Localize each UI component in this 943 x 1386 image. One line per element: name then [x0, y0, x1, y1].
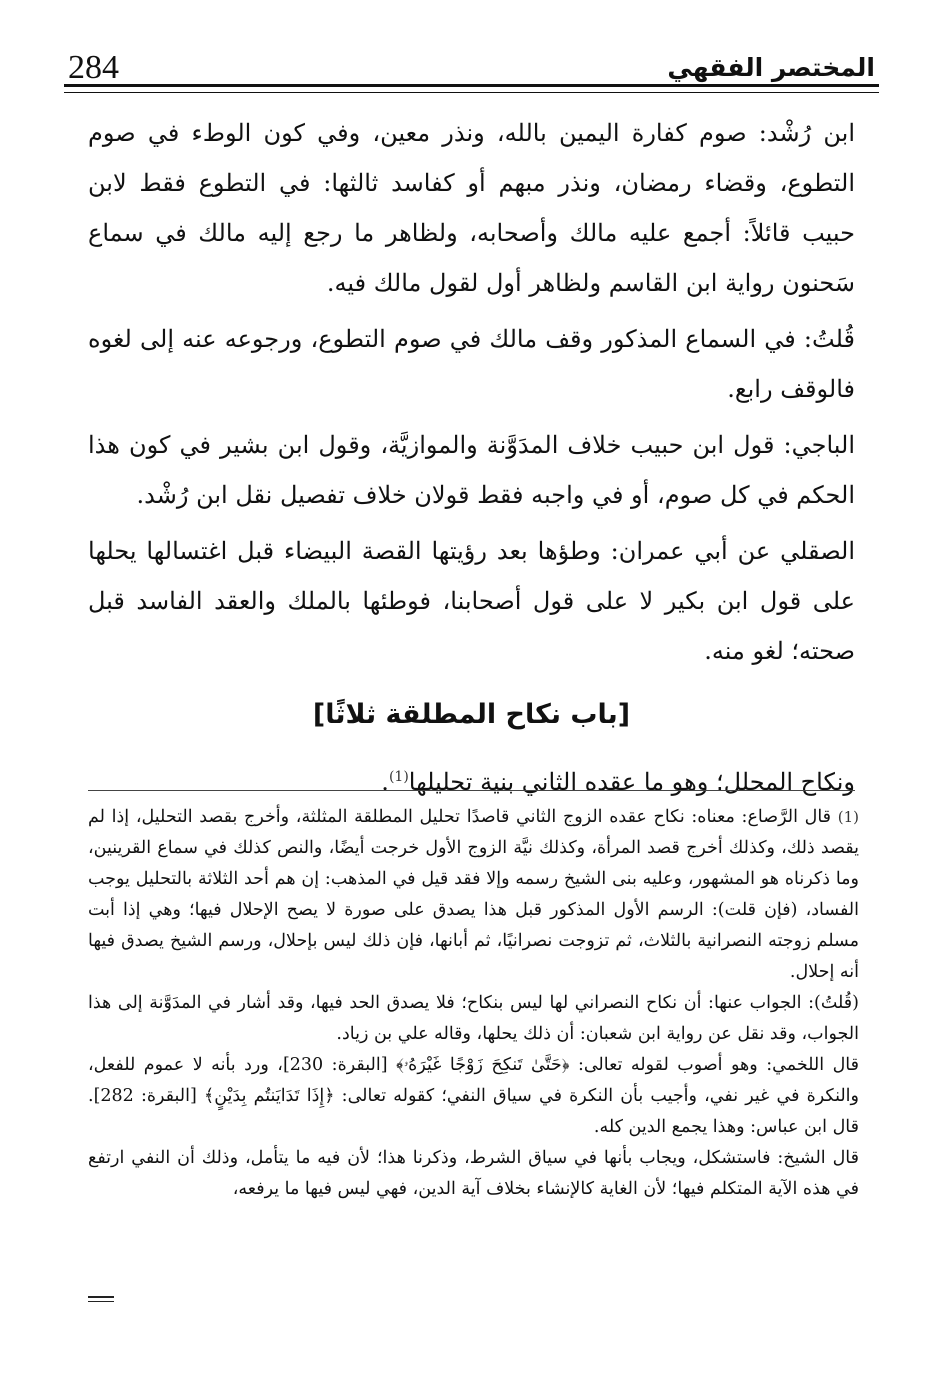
footnotes	[88, 802, 859, 1205]
footnote-text: قال الرَّصاع: معناه: نكاح عقده الزوج الثاني قاصدًا تحليل المطلقة المثلثة، وأخرج بقصد التحليل، إذا لم يقصد ذلك، وكذلك أخرج قصد المرأة، وكذلك نيَّة الزوج الأول خرجت أيضًا، والنص كذلك في سماع القرينين، وما ذكرناه هو المشهور، وعليه بنى الشيخ رسمه وإلا فقد قيل في المذهب: إن هم أحد الثلاثة بالتحليل يوجب الفساد، (فإن قلت): الرسم الأول المذكور قبل هذا يصدق على صورة لا يصح الإحلال فيها؛ وهي إذا أبت مسلم زوجته النصرانية بالثلاث، ثم تزوجت نصرانيًا، ثم أبانها، فإن ذلك ليس بإحلال، ورسم الشيخ يصدق فيها أنه إحلال.	[88, 807, 859, 982]
footnote-paragraph: قال اللخمي: وهو أصوب لقوله تعالى: ﴿حَتَّىٰ تَنكِحَ زَوْجًا غَيْرَهُۥ﴾ [البقرة: 230]، ورد بأنه لا عموم للفعل، والنكرة في غير نفي، وأجيب بأن النكرة في سياق النفي؛ كقوله تعالى: ﴿إِذَا تَدَايَنتُم بِدَيْنٍ﴾ [البقرة: 282]. قال ابن عباس: وهذا يجمع الدين كله.	[88, 1055, 859, 1137]
definition-paragraph: ونكاح المحلل؛ وهو ما عقده الثاني بنية تحليلها$^{(1)}$.	[381, 768, 855, 796]
page-header	[68, 28, 875, 88]
footnote-ref[interactable]: (1)	[388, 769, 409, 785]
paragraph: قُلتُ: في السماع المذكور وقف مالك في صوم التطوع، ورجوعه عنه إلى لغوه فالوقف رابع.	[88, 325, 855, 403]
page-number: 284	[68, 49, 119, 86]
main-text	[88, 108, 855, 813]
footnote-paragraph: (قُلتُ): الجواب عنها: أن نكاح النصراني لها ليس بنكاح؛ فلا يصدق الحد فيها، وقد أشار في المدَوَّنة إلى هذا الجواب، وقد نقل عن رواية ابن شعبان: أن ذلك يحلها، وقاله علي بن زياد.	[88, 993, 859, 1044]
footnote-paragraph: قال الشيخ: فاستشكل، ويجاب بأنها في سياق الشرط، وذكرنا هذا؛ لأن فيه ما يتأمل، وذلك أن النفي ارتفع في هذه الآية المتكلم فيها؛ لأن الغاية كالإنشاء بخلاف آية الدين، فهي ليس فيها ما يرفعه،	[88, 1148, 859, 1199]
section-title: [باب نكاح المطلقة ثلاثًا]	[312, 699, 631, 730]
book-title: المختصر الفقهي	[667, 53, 875, 82]
definition-text: ونكاح المحلل؛ وهو ما عقده الثاني بنية تحليلها	[408, 768, 855, 796]
paragraph: ابن رُشْد: صوم كفارة اليمين بالله، ونذر معين، وفي كون الوطء في صوم التطوع، وقضاء رمضان، ونذر مبهم أو كفاسد ثالثها: في التطوع فقط لابن حبيب قائلاً: أجمع عليه مالك وأصحابه، ولظاهر ما رجع إليه مالك في سماع سَحنون رواية ابن القاسم ولظاهر أول لقول مالك فيه.	[88, 119, 855, 297]
footnote-paragraph	[88, 802, 859, 988]
footnote-number: (1)	[837, 808, 859, 826]
header-rule	[64, 84, 879, 93]
paragraph: الصقلي عن أبي عمران: وطؤها بعد رؤيتها القصة البيضاء قبل اغتسالها يحلها على قول ابن بكير لا على قول أصحابنا، فوطئها بالملك والعقد الفاسد قبل صحته؛ لغو منه.	[88, 537, 855, 665]
paragraph: الباجي: قول ابن حبيب خلاف المدَوَّنة والموازيَّة، وقول ابن بشير في كون هذا الحكم في كل صوم، أو في واجبه فقط قولان خلاف تفصيل نقل ابن رُشْد.	[88, 431, 855, 509]
footnote-divider	[88, 790, 855, 791]
continuation-mark	[88, 1296, 114, 1302]
